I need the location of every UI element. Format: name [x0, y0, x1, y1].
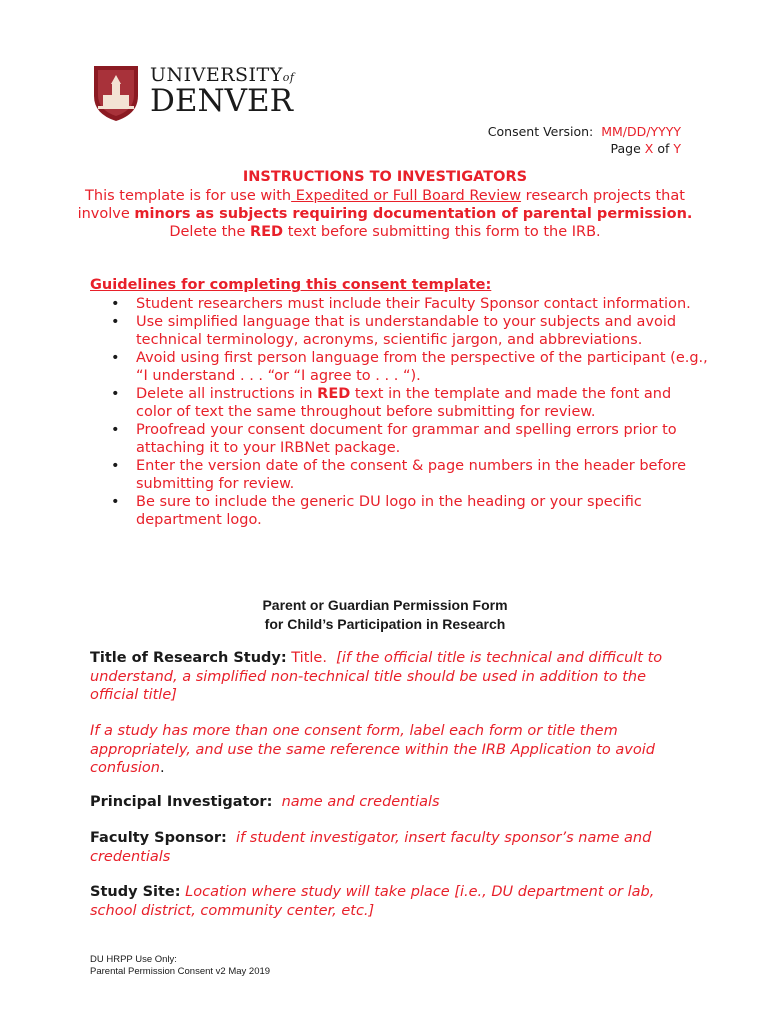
- list-item: • Use simplified language that is understandable to your subjects and avoid technical terminology, acronyms, scientific jargon, and abbreviations.: [136, 313, 711, 349]
- logo-denver-word: DENVER: [150, 83, 293, 119]
- study-title-field: Title of Research Study: Title. [if the official title is technical and difficult to understand, a simplified non-technical title should be used in addition to the official title]: [90, 650, 663, 703]
- multi-form-note: If a study has more than one consent form, label each form or title them appropriately, and use the same reference within the IRB Application to avoid confusion.: [90, 723, 655, 776]
- guidelines-heading: Guidelines for completing this consent template:: [90, 277, 492, 293]
- footer: [90, 954, 270, 978]
- instructions-title: INSTRUCTIONS TO INVESTIGATORS: [242, 169, 528, 185]
- consent-header: [488, 123, 681, 157]
- form-title: [90, 596, 680, 634]
- logo-university-word: UNIVERSITYof: [150, 64, 295, 86]
- list-item: • Enter the version date of the consent & page numbers in the header before submitting for review.: [136, 457, 711, 493]
- study-site-field: Study Site: Location where study will take place [i.e., DU department or lab, school district, community center, etc.]: [90, 884, 655, 919]
- guidelines-list: [90, 295, 711, 529]
- principal-investigator-field: Principal Investigator: name and credentials: [90, 794, 440, 810]
- faculty-sponsor-field: Faculty Sponsor: if student investigator, insert faculty sponsor’s name and credentials: [90, 830, 652, 865]
- footer-line2: Parental Permission Consent v2 May 2019: [90, 966, 271, 977]
- review-type-link: Expedited or Full Board Review: [291, 188, 522, 204]
- list-item: • Delete all instructions in RED text in the template and made the font and color of text the same throughout before submitting for review.: [136, 385, 711, 421]
- consent-version: Consent Version: MM/DD/YYYY: [487, 124, 681, 139]
- list-item: • Proofread your consent document for grammar and spelling errors prior to attaching it to your IRBNet package.: [136, 421, 711, 457]
- list-item: • Student researchers must include their Faculty Sponsor contact information.: [136, 295, 711, 313]
- list-item: • Be sure to include the generic DU logo in the heading or your specific department logo.: [136, 493, 711, 529]
- university-logo: [92, 62, 295, 124]
- du-seal-icon: [92, 62, 140, 122]
- form-title-line2: for Child’s Participation in Research: [264, 616, 506, 632]
- form-title-line1: Parent or Guardian Permission Form: [262, 597, 508, 613]
- page-number: Page X of Y: [610, 141, 681, 156]
- footer-line1: DU HRPP Use Only:: [90, 954, 177, 965]
- list-item: • Avoid using first person language from the perspective of the participant (e.g., “I understand . . . “or “I agree to . . . “).: [136, 349, 711, 385]
- instructions-intro: This template is for use with Expedited or Full Board Review research projects that involve minors as subjects requiring documentation of parental permission. Delete the RED text before submitting this form to the IRB.: [77, 188, 693, 240]
